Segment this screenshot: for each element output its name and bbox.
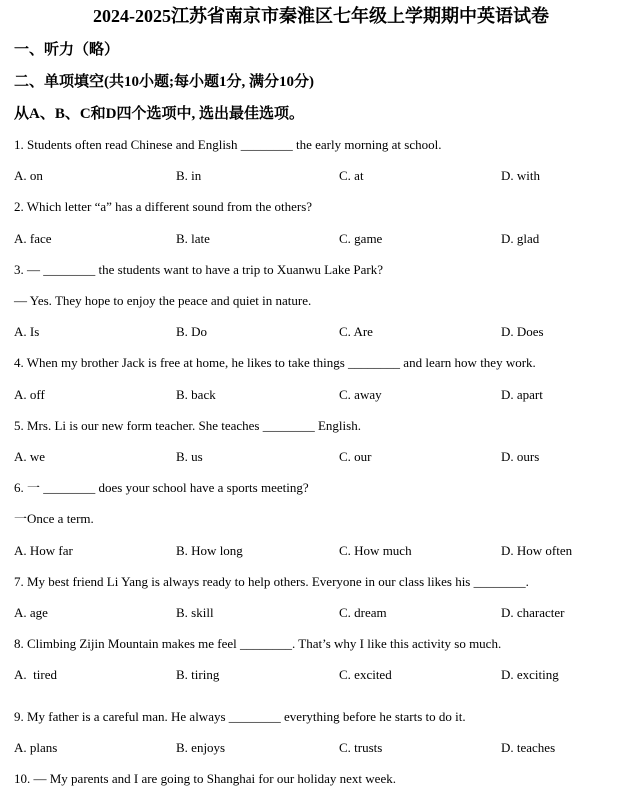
option-b: B. enjoys — [176, 740, 226, 755]
option-d: D. exciting — [501, 667, 559, 682]
option-c: C. excited — [339, 667, 392, 682]
option-b: B. tiring — [176, 667, 220, 682]
option-c: C. away — [339, 387, 382, 402]
option-a: A. Is — [14, 324, 40, 339]
option-d: D. Does — [501, 324, 544, 339]
option-a: A. age — [14, 605, 48, 620]
option-c: C. trusts — [339, 740, 383, 755]
option-c: C. game — [339, 231, 383, 246]
option-a: A. How far — [14, 543, 73, 558]
option-c: C. dream — [339, 605, 387, 620]
option-d: D. glad — [501, 231, 540, 246]
option-d: D. character — [501, 605, 565, 620]
question-7-stem: 7. My best friend Li Yang is always ready to help others. Everyone in our class likes his ________. — [14, 574, 529, 589]
section-listening: 一、听力（略） — [14, 42, 120, 58]
option-d: D. ours — [501, 449, 540, 464]
option-b: B. in — [176, 168, 202, 183]
question-2-stem: 2. Which letter “a” has a different sound from the others? — [14, 199, 313, 214]
option-d: D. teaches — [501, 740, 556, 755]
question-7-options — [14, 604, 634, 622]
question-5-stem: 5. Mrs. Li is our new form teacher. She teaches ________ English. — [14, 418, 361, 433]
option-a: A. on — [14, 168, 43, 183]
question-8-options — [14, 666, 634, 684]
option-d: D. How often — [501, 543, 573, 558]
option-b: B. us — [176, 449, 203, 464]
option-b: B. skill — [176, 605, 214, 620]
question-5-options — [14, 448, 634, 466]
option-a: A. face — [14, 231, 52, 246]
option-b: B. How long — [176, 543, 243, 558]
question-4-options — [14, 386, 634, 404]
option-b: B. Do — [176, 324, 208, 339]
question-3-stem: 3. — ________ the students want to have a trip to Xuanwu Lake Park? — [14, 262, 383, 277]
option-a: A. we — [14, 449, 46, 464]
question-8-stem: 8. Climbing Zijin Mountain makes me feel ________. That’s why I like this activity so much. — [14, 636, 502, 651]
question-2-options — [14, 230, 634, 248]
option-b: B. late — [176, 231, 210, 246]
question-1-options — [14, 167, 634, 185]
exam-title: 2024-2025江苏省南京市秦淮区七年级上学期期中英语试卷 — [93, 6, 549, 26]
question-6-stem: 6. 一 ________ does your school have a sports meeting? — [14, 480, 309, 495]
question-6-reply: 一Once a term. — [14, 511, 94, 526]
option-a: A. off — [14, 387, 45, 402]
option-c: C. our — [339, 449, 372, 464]
question-6-options — [14, 542, 634, 560]
option-c: C. Are — [339, 324, 373, 339]
option-d: D. with — [501, 168, 540, 183]
question-9-options — [14, 739, 634, 757]
option-d: D. apart — [501, 387, 543, 402]
option-c: C. How much — [339, 543, 412, 558]
question-3-options — [14, 323, 634, 341]
option-a: A. tired — [14, 667, 57, 682]
question-9-stem: 9. My father is a careful man. He always ________ everything before he starts to do it. — [14, 709, 466, 724]
question-10-stem: 10. — My parents and I are going to Shanghai for our holiday next week. — [14, 771, 396, 786]
option-a: A. plans — [14, 740, 58, 755]
section-single-choice: 二、单项填空(共10小题;每小题1分, 满分10分) — [14, 74, 314, 90]
option-b: B. back — [176, 387, 216, 402]
question-3-reply: — Yes. They hope to enjoy the peace and quiet in nature. — [14, 293, 312, 308]
option-c: C. at — [339, 168, 364, 183]
question-1-stem: 1. Students often read Chinese and English ________ the early morning at school. — [14, 137, 442, 152]
question-4-stem: 4. When my brother Jack is free at home, he likes to take things ________ and learn how they work. — [14, 355, 536, 370]
section-instruction: 从A、B、C和D四个选项中, 选出最佳选项。 — [14, 106, 305, 122]
